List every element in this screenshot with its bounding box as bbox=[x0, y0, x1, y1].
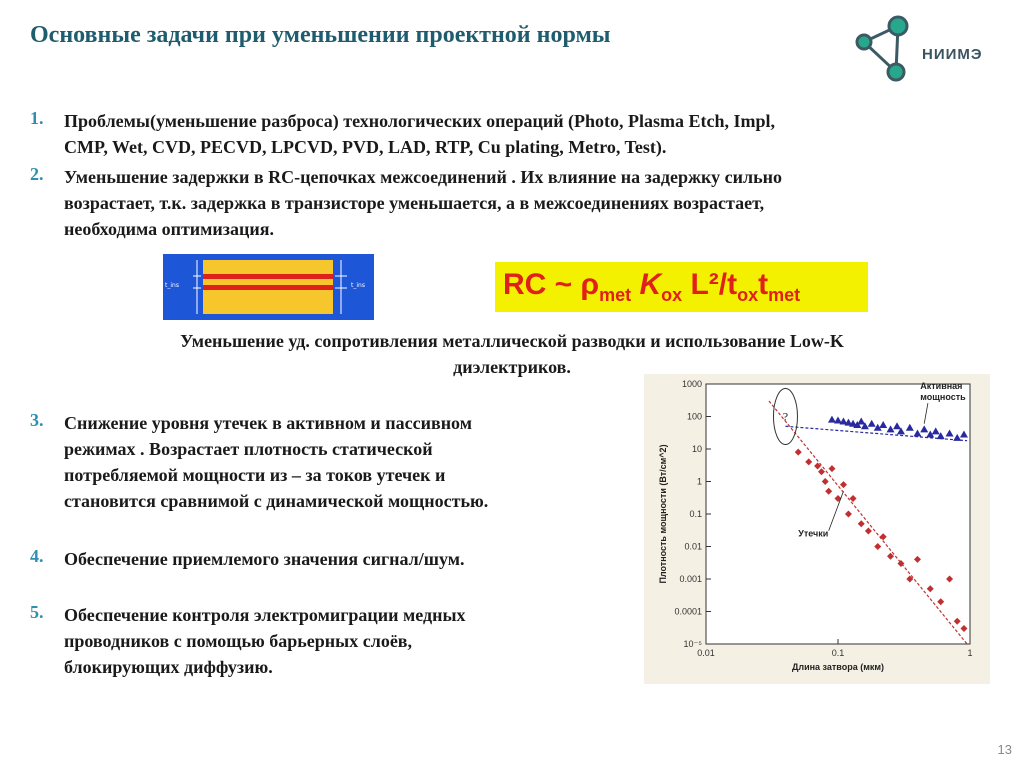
item-3-line-4: становится сравнимой с динамической мощностью. bbox=[64, 491, 489, 511]
item-5-line-1: Обеспечение контроля электромиграции медных bbox=[64, 605, 466, 625]
formula-met2: met bbox=[768, 285, 801, 305]
y-tick-label: 10 bbox=[691, 444, 702, 454]
y-tick-label: 1 bbox=[696, 476, 702, 487]
formula-k: K bbox=[639, 268, 662, 301]
page-title: Основные задачи при уменьшении проектной нормы bbox=[30, 22, 611, 48]
y-tick-label: 100 bbox=[686, 411, 702, 422]
item-1-line-2: CMP, Wet, CVD, PECVD, LPCVD, PVD, LAD, RTP, Cu plating, Metro, Test). bbox=[64, 137, 667, 157]
niime-logo bbox=[852, 12, 1012, 88]
annotation-leakage: Утечки bbox=[798, 528, 829, 539]
y-axis-label: Плотность мощности (Вт/см^2) bbox=[658, 444, 668, 584]
item-5-number: 5. bbox=[30, 602, 44, 622]
item-2-text bbox=[64, 164, 782, 242]
item-3-line-3: потребляемой мощности из – за токов утечек и bbox=[64, 465, 446, 485]
formula-ox2: ox bbox=[737, 285, 759, 305]
formula-l2: L²/t bbox=[682, 268, 738, 301]
annotation-question: ? bbox=[782, 409, 789, 424]
chart-svg bbox=[644, 374, 990, 684]
rc-left-label: t_ins bbox=[165, 282, 179, 289]
logo-network-icon bbox=[852, 12, 932, 88]
x-tick-label: 0.1 bbox=[831, 648, 845, 658]
lowk-line-2: диэлектриков. bbox=[453, 357, 571, 377]
x-tick-label: 0.01 bbox=[697, 648, 715, 658]
formula-rho: ρ bbox=[580, 268, 600, 301]
interconnect-diagram bbox=[163, 254, 374, 320]
annotation-active-line1: Активная bbox=[920, 381, 963, 392]
y-tick-label: 0.01 bbox=[684, 541, 702, 552]
formula-ox: ox bbox=[661, 285, 683, 305]
item-2-number: 2. bbox=[30, 164, 44, 184]
y-tick-label: 0.001 bbox=[679, 574, 702, 584]
item-4-number: 4. bbox=[30, 546, 44, 566]
item-4-text bbox=[64, 546, 464, 572]
item-5-text bbox=[64, 602, 466, 680]
formula-rc: RC ~ bbox=[503, 268, 581, 301]
lowk-line-1: Уменьшение уд. сопротивления металлической разводки и использование Low-K bbox=[180, 331, 844, 351]
item-5-line-2: проводников с помощью барьерных слоёв, bbox=[64, 631, 413, 651]
page-number: 13 bbox=[997, 742, 1012, 757]
formula-t: t bbox=[758, 268, 769, 301]
item-3-line-1: Снижение уровня утечек в активном и пассивном bbox=[64, 413, 472, 433]
item-2-line-2: возрастает, т.к. задержка в транзисторе уменьшается, а в межсоединениях возрастает, bbox=[64, 193, 765, 213]
rc-right-label: t_ins bbox=[351, 282, 365, 289]
logo-text: НИИМЭ bbox=[922, 46, 983, 63]
y-tick-label: 0.1 bbox=[689, 509, 702, 519]
x-axis-label: Длина затвора (мкм) bbox=[791, 662, 885, 672]
item-4-line-1: Обеспечение приемлемого значения сигнал/шум. bbox=[64, 549, 465, 569]
item-3-line-2: режимах . Возрастает плотность статической bbox=[64, 439, 433, 459]
item-2-line-1: Уменьшение задержки в RC-цепочках межсоединений . Их влияние на задержку сильно bbox=[64, 167, 782, 187]
y-tick-label: 1000 bbox=[681, 379, 702, 389]
y-tick-label: 0.0001 bbox=[674, 606, 702, 617]
item-2-line-3: необходима оптимизация. bbox=[64, 219, 275, 239]
formula-met: met bbox=[599, 285, 632, 305]
item-1-number: 1. bbox=[30, 108, 44, 128]
item-3-text bbox=[64, 410, 488, 514]
lowk-paragraph bbox=[40, 328, 984, 380]
item-1-line-1: Проблемы(уменьшение разброса) технологических операций (Photo, Plasma Etch, Impl, bbox=[64, 111, 776, 131]
rc-formula bbox=[495, 262, 868, 312]
y-tick-label: 10⁻⁵ bbox=[683, 639, 702, 649]
power-density-chart bbox=[644, 374, 990, 684]
item-3-number: 3. bbox=[30, 410, 44, 430]
x-tick-label: 1 bbox=[967, 648, 973, 658]
item-1-text bbox=[64, 108, 775, 160]
annotation-active-line2: мощность bbox=[920, 392, 966, 403]
item-5-line-3: блокирующих диффузию. bbox=[64, 657, 273, 677]
